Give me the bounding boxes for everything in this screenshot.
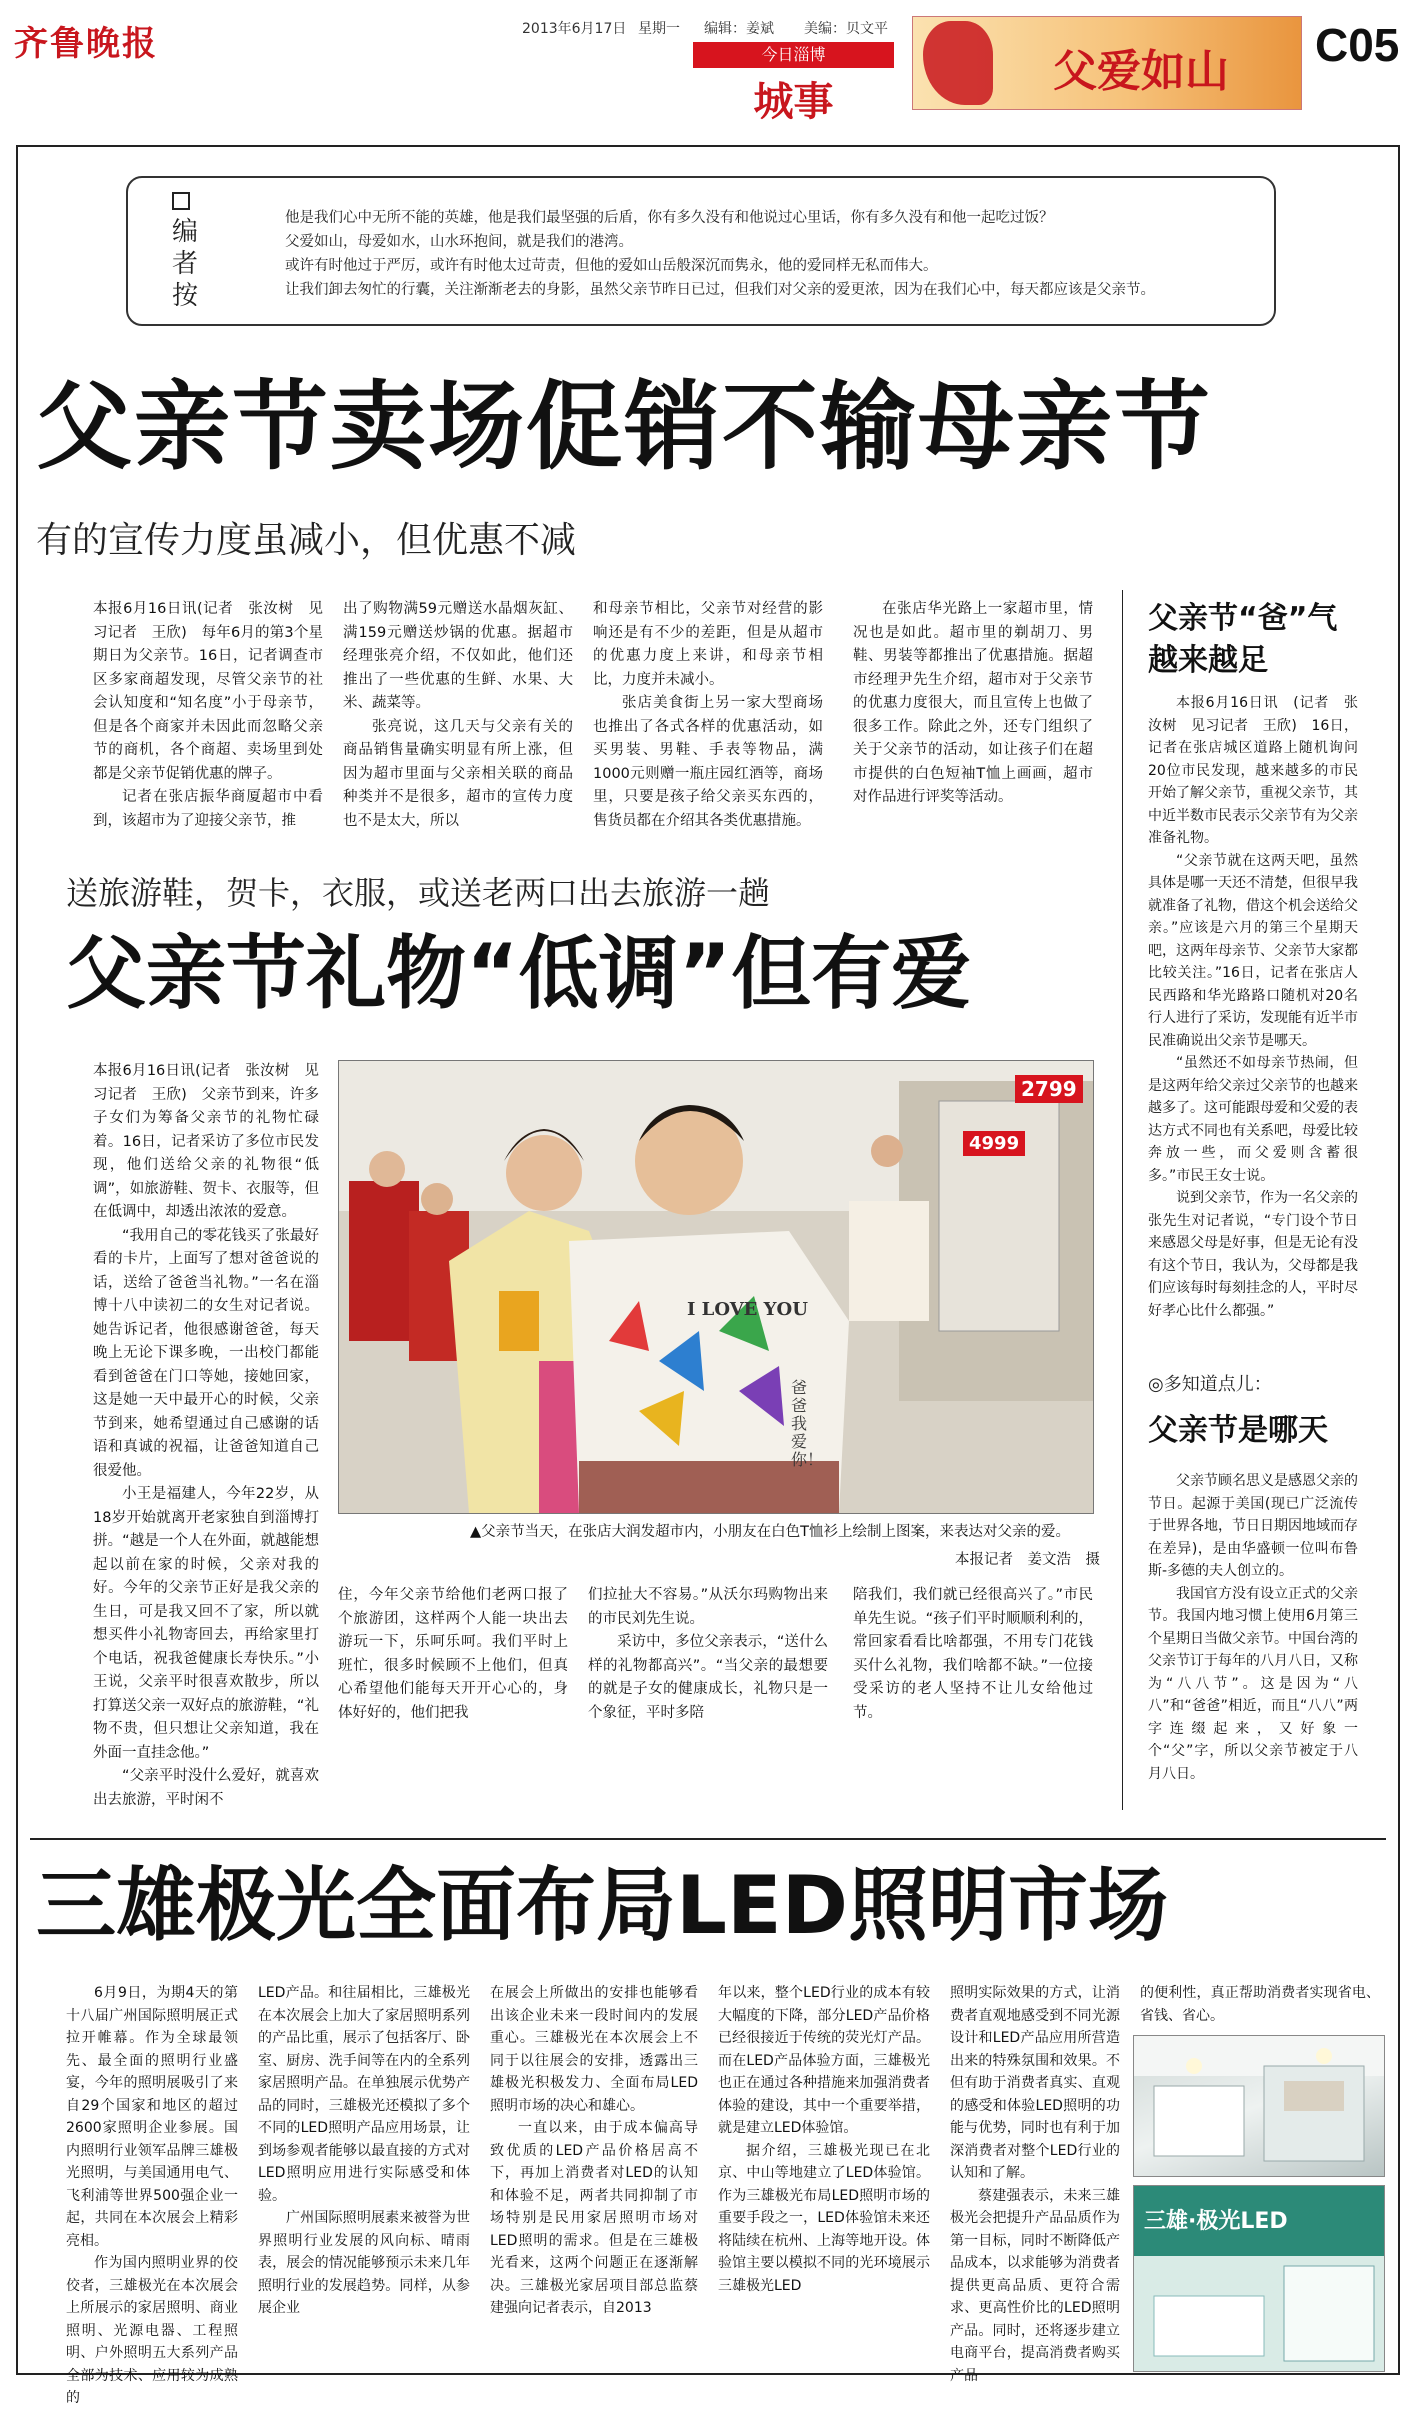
- article3-column: [66, 1982, 238, 2406]
- paragraph: 广州国际照明展素来被誉为世界照明行业发展的风向标、晴雨表，展会的情况能够预示未来几年照明行业的发展趋势。同样，从参展企业: [258, 2210, 470, 2316]
- photo-illustration: [339, 1061, 1093, 1513]
- article3-column: [718, 1982, 930, 2370]
- section-tag: 今日淄博: [693, 42, 894, 68]
- editor-credit: 编辑：姜斌: [704, 21, 774, 37]
- paragraph: “父亲平时没什么爱好，就喜欢出去旅游，平时闲不: [93, 1768, 319, 1808]
- paragraph: 父亲节顾名思义是感恩父亲的节日。起源于美国(现已广泛流传于世界各地，节日日期因地域而存在差异)，是由华盛顿一位叫布鲁斯-多德的夫人创立的。: [1148, 1473, 1358, 1579]
- article1-column: [853, 598, 1093, 820]
- ad-brand-text: 三雄·极光LED: [1144, 2209, 1288, 2234]
- fathers-day-banner: [912, 16, 1302, 110]
- article2-kicker: 送旅游鞋，贺卡，衣服，或送老两口出去旅游一趟: [66, 874, 771, 912]
- article3-column: [950, 1982, 1120, 2384]
- paragraph: 本报6月16日讯(记者 张汝树 见习记者 王欣) 父亲节到来，许多子女们为筹备父亲节的礼物忙碌着。16日，记者采访了多位市民发现，他们送给父亲的礼物很“低调”，如旅游鞋、贺卡、衣服等，但在低调中，却透出浓浓的爱意。: [93, 1063, 319, 1220]
- shirt-text: I LOVE YOU: [687, 1299, 808, 1320]
- dancer-silhouette-icon: [923, 21, 993, 105]
- photo-caption: ▲父亲节当天，在张店大润发超市内，小朋友在白色T恤衫上绘制上图案，来表达对父亲的爱。: [470, 1524, 1071, 1540]
- paragraph: 本报6月16日讯 (记者 张汝树 见习记者 王欣) 16日，记者在张店城区道路上随机询问20位市民发现，越来越多的市民开始了解父亲节，重视父亲节，其中近半数市民表示父亲节有为父亲准备礼物。: [1148, 695, 1358, 846]
- paragraph: 作为国内照明业界的佼佼者，三雄极光在本次展会上所展示的家居照明、商业照明、光源电器、工程照明、户外照明五大系列产品全部为技术、应用较为成熟的: [66, 2255, 238, 2406]
- article3-headline: 三雄极光全面布局LED照明市场: [36, 1859, 1169, 1952]
- sidebar2-kicker: [1148, 1370, 1272, 1396]
- paragraph: 张店美食街上另一家大型商场也推出了各式各样的优惠活动，如买男装、男鞋、手表等物品，满1000元则赠一瓶庄园红酒等，商场里，只要是孩子给父亲买东西的，售货员都在介绍其各类优惠措施。: [593, 695, 823, 829]
- sidebar1-body: [1148, 692, 1358, 1340]
- article1-headline: 父亲节卖场促销不输母亲节: [36, 371, 1212, 483]
- circle-bullet-icon: ◎: [1148, 1374, 1164, 1395]
- article2-bottom-column: [588, 1584, 828, 1812]
- paragraph: 的便利性，真正帮助消费者实现省电、省钱、省心。: [1140, 1985, 1380, 2024]
- section-name: 城事: [753, 79, 834, 125]
- photo-credit: 本报记者 姜文浩 摄: [955, 1552, 1100, 1568]
- editor-note-line: 父爱如山，母爱如水，山水环抱间，就是我们的港湾。: [285, 234, 633, 250]
- article2-bottom-column: [338, 1584, 568, 1812]
- sidebar2-kicker-text: 多知道点儿：: [1163, 1374, 1272, 1395]
- paragraph: 住，今年父亲节给他们老两口报了个旅游团，这样两个人能一块出去游玩一下，乐呵乐呵。我们平时上班忙，很多时候顾不上他们，但真心希望他们能每天开开心心的，身体好好的，他们把我: [338, 1587, 568, 1721]
- banner-text: 父爱如山: [1053, 46, 1229, 97]
- editor-note-label: 编者按: [172, 217, 199, 311]
- article2-left-column: [93, 1060, 319, 1812]
- paragraph: 照明实际效果的方式，让消费者直观地感受到不同光源设计和LED产品应用所营造出来的特殊氛围和效果。不但有助于消费者真实、直观的感受和体验LED照明的功能与优势，同时也有利于加深消费者对整个LED行业的认知和了解。: [950, 1985, 1120, 2181]
- article2-headline: 父亲节礼物“低调”但有爱: [66, 927, 972, 1020]
- article1-column: [343, 598, 573, 829]
- showroom-illustration: [1134, 2036, 1384, 2176]
- paragraph: LED产品。和往届相比，三雄极光在本次展会上加大了家居照明系列的产品比重，展示了包括客厅、卧室、厨房、洗手间等在内的全系列家居照明产品。在单独展示优势产品的同时，三雄极光还模拟了多个不同的LED照明产品应用场景，让到场参观者能够以最直接的方式对LED照明应用进行实际感受和体验。: [258, 1985, 470, 2204]
- paragraph: “我用自己的零花钱买了张最好看的卡片，上面写了想对爸爸说的话，送给了爸爸当礼物。”一名在淄博十八中读初二的女生对记者说。她告诉记者，他很感谢爸爸，每天晚上无论下课多晚，一出校门都能看到爸爸在门口等她，接她回家，这是她一天中最开心的时候，父亲节到来，她希望通过自己感谢的话语和真诚的祝福，让爸爸知道自己很爱他。: [93, 1227, 319, 1479]
- paragraph: 蔡建强表示，未来三雄极光会把提升产品品质作为第一目标，同时不断降低产品成本，以求能够为消费者提供更高品质、更符合需求、更高性价比的LED照明产品。同时，还将逐步建立电商平台，提高消费者购买产品: [950, 2187, 1120, 2384]
- price-tag: 4999: [963, 1131, 1025, 1156]
- issue-weekday: 星期一: [638, 21, 680, 37]
- paragraph: 说到父亲节，作为一名父亲的张先生对记者说，“专门设个节日来感恩父母是好事，但是无论有没有这个节日，我认为，父母都是我们应该每时每刻挂念的人，平时尽好孝心比什么都强。”: [1148, 1190, 1358, 1319]
- editor-note-line: 让我们卸去匆忙的行囊，关注渐渐老去的身影，虽然父亲节昨日已过，但我们对父亲的爱更浓，因为在我们心中，每天都应该是父亲节。: [285, 282, 1155, 298]
- paragraph: 6月9日，为期4天的第十八届广州国际照明展正式拉开帷幕。作为全球最领先、最全面的照明行业盛宴，今年的照明展吸引了来自29个国家和地区的超过2600家照明企业参展。国内照明行业领军品牌三雄极光照明，与美国通用电气、飞利浦等世界500强企业一起，共同在本次展会上精彩亮相。: [66, 1985, 238, 2249]
- paragraph: “父亲节就在这两天吧，虽然具体是哪一天还不清楚，但很早我就准备了礼物，借这个机会送给父亲。”应该是六月的第三个星期天吧，这两年母亲节、父亲节大家都比较关注。”16日，记者在张店人民西路和华光路路口随机对20名行人进行了采访，发现能有近半市民准确说出父亲节是哪天。: [1148, 852, 1358, 1049]
- paragraph: “虽然还不如母亲节热闹，但是这两年给父亲过父亲节的也越来越多了。这可能跟母爱和父爱的表达方式不同也有关系吧，母爱比较奔放一些，而父爱则含蓄很多。”市民王女士说。: [1148, 1055, 1358, 1184]
- issue-date: 2013年6月17日: [522, 21, 627, 37]
- paragraph: 和母亲节相比，父亲节对经营的影响还是有不少的差距，但是从超市的优惠力度上来讲，和母亲节相比，力度并未减小。: [593, 601, 823, 688]
- newspaper-logo: 齐鲁晚报: [14, 24, 158, 64]
- article1-subhead: 有的宣传力度虽减小，但优惠不减: [36, 520, 577, 561]
- paragraph: 在张店华光路上一家超市里，情况也是如此。超市里的剃胡刀、男鞋、男装等都推出了优惠措施。据超市经理尹先生介绍，超市对于父亲节的优惠力度很大，而且宣传上也做了很多工作。除此之外，还专门组织了关于父亲节的活动，如让孩子们在超市提供的白色短袖T恤上画画，超市对作品进行评奖等活动。: [853, 601, 1093, 805]
- designer-credit: 美编：贝文平: [804, 21, 888, 37]
- sidebar2-body: [1148, 1470, 1358, 1812]
- paragraph: 采访中，多位父亲表示，“送什么样的礼物都高兴”。“当父亲的最想要的就是子女的健康成长，礼物只是一个象征，平时多陪: [588, 1634, 828, 1721]
- article3-column: [1140, 1982, 1380, 2030]
- shirt-signature: 爸爸我爱你！: [791, 1378, 824, 1469]
- paragraph: 本报6月16日讯(记者 张汝树 见习记者 王欣) 每年6月的第3个星期日为父亲节。16日，记者调查市区多家商超发现，尽管父亲节的社会认知度和“知名度”小于母亲节，但是各个商家并未因此而忽略父亲节的商机，各个商超、卖场里到处都是父亲节促销优惠的牌子。: [93, 601, 323, 782]
- led-booth-photo: [1133, 2185, 1385, 2372]
- page-number: C05: [1315, 19, 1400, 71]
- note-square-icon: [172, 192, 190, 210]
- price-tag: 2799: [1015, 1075, 1083, 1103]
- editor-note-line: 他是我们心中无所不能的英雄，他是我们最坚强的后盾，你有多久没有和他说过心里话，你有多久没有和他一起吃过饭？: [285, 210, 1054, 226]
- sidebar2-title: 父亲节是哪天: [1148, 1413, 1328, 1448]
- paragraph: 一直以来，由于成本偏高导致优质的LED产品价格居高不下，再加上消费者对LED的认知和体验不足，两者共同抑制了市场特别是民用家居照明市场对LED照明的需求。但是在三雄极光看来，这两个问题正在逐渐解决。三雄极光家居项目部总监蔡建强向记者表示，自2013: [490, 2120, 698, 2316]
- paragraph: 我国官方没有设立正式的父亲节。我国内地习惯上使用6月第三个星期日当做父亲节。中国台湾的父亲节订于每年的八月八日，又称为“八八节”。这是因为“八八”和“爸爸”相近，而且“八八”两字连缀起来，又好象一个“父”字，所以父亲节被定于八月八日。: [1148, 1585, 1358, 1782]
- article1-column: [593, 598, 823, 829]
- editor-note-line: 或许有时他过于严厉，或许有时他太过苛责，但他的爱如山岳般深沉而隽永，他的爱同样无私而伟大。: [285, 258, 938, 274]
- column-divider: [1122, 590, 1123, 1810]
- paragraph: 据介绍，三雄极光现已在北京、中山等地建立了LED体验馆。作为三雄极光布局LED照明市场的重要手段之一，LED体验馆未来还将陆续在杭州、上海等地开设。体验馆主要以模拟不同的光环境展示三雄极光LED: [718, 2142, 930, 2294]
- section-divider: [30, 1838, 1386, 1840]
- article1-column: [93, 598, 323, 829]
- paragraph: 小王是福建人，今年22岁，从18岁开始就离开老家独自到淄博打拼。“越是一个人在外面，就越能想起以前在家的时候，父亲对我的好。今年的父亲节正好是我父亲的生日，可是我又回不了家，所以就想买件小礼物寄回去，再给家里打个电话，祝我爸健康长寿快乐。”小王说，父亲平时很喜欢散步，所以打算送父亲一双好点的旅游鞋，“礼物不贵，但只想让父亲知道，我在外面一直挂念他。”: [93, 1486, 319, 1761]
- sidebar1-title: 父亲节“爸”气越来越足: [1148, 601, 1338, 678]
- paragraph: 在展会上所做出的安排也能够看出该企业未来一段时间内的发展重心。三雄极光在本次展会上不同于以往展会的安排，透露出三雄极光积极发力、全面布局LED照明市场的决心和雄心。: [490, 1985, 698, 2114]
- editor-note-text: [285, 206, 1255, 302]
- paragraph: 记者在张店振华商厦超市中看到，该超市为了迎接父亲节，推: [93, 789, 323, 829]
- article3-column: [258, 1982, 470, 2370]
- article2-bottom-column: [853, 1584, 1093, 1812]
- paragraph: 年以来，整个LED行业的成本有较大幅度的下降，部分LED产品价格已经很接近于传统的荧光灯产品。而在LED产品体验方面，三雄极光也正在通过各种措施来加强消费者体验的建设，其中一个重要举措，就是建立LED体验馆。: [718, 1985, 930, 2136]
- paragraph: 出了购物满59元赠送水晶烟灰缸、满159元赠送炒锅的优惠。据超市经理张亮介绍，不仅如此，他们还推出了一些优惠的生鲜、水果、大米、蔬菜等。: [343, 601, 573, 711]
- led-showroom-photo: [1133, 2035, 1385, 2177]
- news-photo: [338, 1060, 1094, 1514]
- paragraph: 张亮说，这几天与父亲有关的商品销售量确实明显有所上涨，但因为超市里面与父亲相关联的商品种类并不是很多，超市的宣传力度也不是太大，所以: [343, 718, 573, 829]
- paragraph: 陪我们，我们就已经很高兴了。”市民单先生说。“孩子们平时顺顺利利的，常回家看看比啥都强，不用专门花钱买什么礼物，我们啥都不缺。”一位接受采访的老人坚持不让儿女给他过节。: [853, 1587, 1093, 1721]
- article3-column: [490, 1982, 698, 2370]
- paragraph: 们拉扯大不容易。”从沃尔玛购物出来的市民刘先生说。: [588, 1587, 828, 1627]
